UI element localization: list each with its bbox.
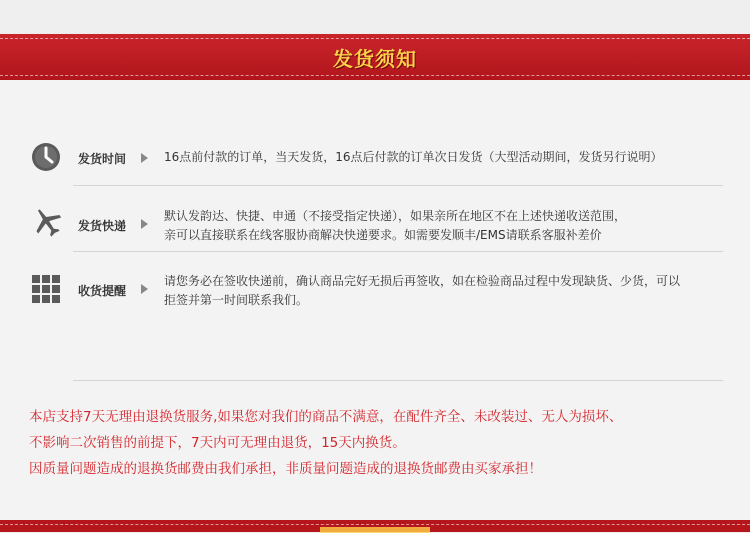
divider (73, 251, 723, 252)
row-label-shipping-time: 发货时间 (78, 152, 127, 166)
row-label-courier: 发货快递 (78, 219, 127, 233)
clock-icon (30, 141, 64, 175)
row-text-receiving-line2: 拒签并第一时间联系我们。 (164, 293, 309, 307)
next-section-title-fragment (320, 527, 430, 533)
arrow-right-icon (141, 153, 148, 163)
content-panel (0, 80, 750, 520)
arrow-right-icon (141, 284, 148, 294)
row-text-courier-line2: 亲可以直接联系在线客服协商解决快递要求。如需要发顺丰/EMS请联系客服补差价 (164, 228, 602, 242)
row-text-shipping-time: 16点前付款的订单，当天发货，16点后付款的订单次日发货（大型活动期间，发货另行说明） (164, 150, 663, 164)
divider (73, 380, 723, 381)
return-policy-line2: 不影响二次销售的前提下，7天内可无理由退货，15天内换货。 (29, 435, 406, 451)
arrow-right-icon (141, 219, 148, 229)
section-banner (0, 34, 750, 80)
row-text-receiving-line1: 请您务必在签收快递前，确认商品完好无损后再签收，如在检验商品过程中发现缺货、少货，可以 (164, 274, 681, 288)
divider (73, 185, 723, 186)
return-policy-line1: 本店支持7天无理由退换货服务,如果您对我们的商品不满意，在配件齐全、未改装过、无人为损坏、 (29, 409, 623, 425)
next-section-banner (0, 520, 750, 532)
banner-title: 发货须知 (333, 47, 417, 71)
row-text-courier-line1: 默认发韵达、快捷、申通（不接受指定快递），如果亲所在地区不在上述快递收送范围， (164, 209, 627, 223)
top-background (0, 0, 750, 34)
return-policy-line3: 因质量问题造成的退换货邮费由我们承担，非质量问题造成的退换货邮费由买家承担！ (29, 461, 542, 477)
grid-icon (30, 273, 64, 307)
row-label-receiving-reminder: 收货提醒 (78, 284, 127, 298)
airplane-icon (30, 206, 64, 240)
